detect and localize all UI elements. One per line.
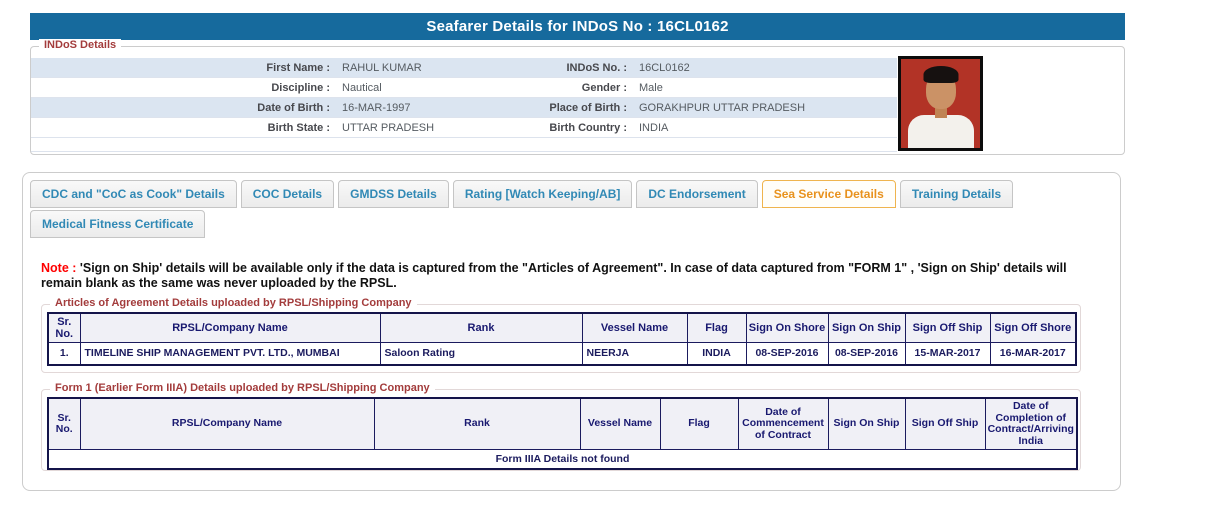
col-flag: Flag — [687, 313, 746, 343]
field-value: 16-MAR-1997 — [342, 101, 411, 114]
field-value: UTTAR PRADESH — [342, 121, 435, 134]
detail-row-discipline — [31, 78, 897, 98]
field-label: Birth State : — [267, 121, 330, 134]
articles-header-row — [48, 313, 1076, 343]
field-label: Birth Country : — [549, 121, 627, 134]
col-sign-off-ship: Sign Off Ship — [905, 398, 985, 450]
field-value: Male — [639, 81, 663, 94]
field-value: 16CL0162 — [639, 61, 690, 74]
form1-fieldset — [41, 382, 1081, 471]
col-rank: Rank — [374, 398, 580, 450]
form1-empty-row — [48, 450, 1077, 470]
col-vessel-name: Vessel Name — [582, 313, 687, 343]
indos-details-rows — [31, 58, 897, 152]
indos-details-legend: INDoS Details — [39, 39, 121, 51]
seafarer-photo — [898, 56, 983, 151]
field-value: INDIA — [639, 121, 669, 134]
page-title: Seafarer Details for INDoS No : 16CL0162 — [426, 18, 729, 35]
tab-rating-watch-keeping[interactable]: Rating [Watch Keeping/AB] — [453, 180, 633, 208]
articles-legend: Articles of Agreement Details uploaded by RPSL/Shipping Company — [50, 297, 417, 309]
form1-legend: Form 1 (Earlier Form IIIA) Details uploaded by RPSL/Shipping Company — [50, 382, 435, 394]
col-sign-off-shore: Sign Off Shore — [990, 313, 1076, 343]
empty-message: Form IIIA Details not found — [48, 450, 1077, 470]
tab-coc-details[interactable]: COC Details — [241, 180, 334, 208]
field-value: Nautical — [342, 81, 382, 94]
cell-rank: Saloon Rating — [380, 343, 582, 365]
field-label: Discipline : — [271, 81, 330, 94]
cell-sr-no: 1. — [48, 343, 80, 365]
col-sign-on-shore: Sign On Shore — [746, 313, 828, 343]
col-rpsl-company: RPSL/Company Name — [80, 313, 380, 343]
indos-details-fieldset — [30, 39, 1125, 155]
cell-sign-on-ship: 08-SEP-2016 — [828, 343, 905, 365]
field-label: Gender : — [581, 81, 627, 94]
tab-dc-endorsement[interactable]: DC Endorsement — [636, 180, 757, 208]
field-value: GORAKHPUR UTTAR PRADESH — [639, 101, 806, 114]
col-sr-no: Sr. No. — [48, 313, 80, 343]
tab-row-2 — [23, 208, 1120, 238]
col-sign-on-ship: Sign On Ship — [828, 313, 905, 343]
cell-sign-off-ship: 15-MAR-2017 — [905, 343, 990, 365]
cell-sign-off-shore: 16-MAR-2017 — [990, 343, 1076, 365]
col-sign-on-ship: Sign On Ship — [828, 398, 905, 450]
tab-row-1 — [23, 173, 1120, 208]
tab-panel-container — [22, 172, 1121, 491]
tab-training-details[interactable]: Training Details — [900, 180, 1013, 208]
col-date-commencement: Date of Commencement of Contract — [738, 398, 828, 450]
detail-row-date-of-birth — [31, 98, 897, 118]
photo-hair-shape — [923, 66, 958, 83]
cell-sign-on-shore: 08-SEP-2016 — [746, 343, 828, 365]
note-text: 'Sign on Ship' details will be available only if the data is captured from the "Articles of Agreement". In case of data captured from "FORM 1" , 'Sign on Ship' details will remain blank as the same was never uploaded by the RPSL. — [41, 261, 1067, 290]
field-label: First Name : — [266, 61, 330, 74]
col-date-completion: Date of Completion of Contract/Arriving India — [985, 398, 1077, 450]
field-value: RAHUL KUMAR — [342, 61, 422, 74]
tab-cdc-coc-as-cook[interactable]: CDC and "CoC as Cook" Details — [30, 180, 237, 208]
table-row — [48, 343, 1076, 365]
articles-table — [47, 312, 1077, 366]
photo-shirt-shape — [908, 115, 974, 151]
detail-row-empty — [31, 138, 897, 152]
note-prefix: Note : — [41, 261, 77, 275]
detail-row-first-name — [31, 58, 897, 78]
field-label: Date of Birth : — [257, 101, 330, 114]
tab-sea-service-details[interactable]: Sea Service Details — [762, 180, 896, 208]
col-flag: Flag — [660, 398, 738, 450]
articles-fieldset — [41, 297, 1081, 373]
col-sr-no: Sr. No. — [48, 398, 80, 450]
form1-table — [47, 397, 1078, 470]
cell-flag: INDIA — [687, 343, 746, 365]
cell-rpsl-company: TIMELINE SHIP MANAGEMENT PVT. LTD., MUMBAI — [80, 343, 380, 365]
col-vessel-name: Vessel Name — [580, 398, 660, 450]
col-rank: Rank — [380, 313, 582, 343]
field-label: Place of Birth : — [549, 101, 627, 114]
title-bar — [30, 13, 1125, 40]
col-rpsl-company: RPSL/Company Name — [80, 398, 374, 450]
detail-row-birth-state — [31, 118, 897, 138]
field-label: INDoS No. : — [566, 61, 627, 74]
tab-gmdss-details[interactable]: GMDSS Details — [338, 180, 449, 208]
form1-header-row — [48, 398, 1077, 450]
cell-vessel-name: NEERJA — [582, 343, 687, 365]
tab-medical-fitness-certificate[interactable]: Medical Fitness Certificate — [30, 210, 205, 238]
sign-on-ship-note — [41, 261, 1103, 291]
col-sign-off-ship: Sign Off Ship — [905, 313, 990, 343]
